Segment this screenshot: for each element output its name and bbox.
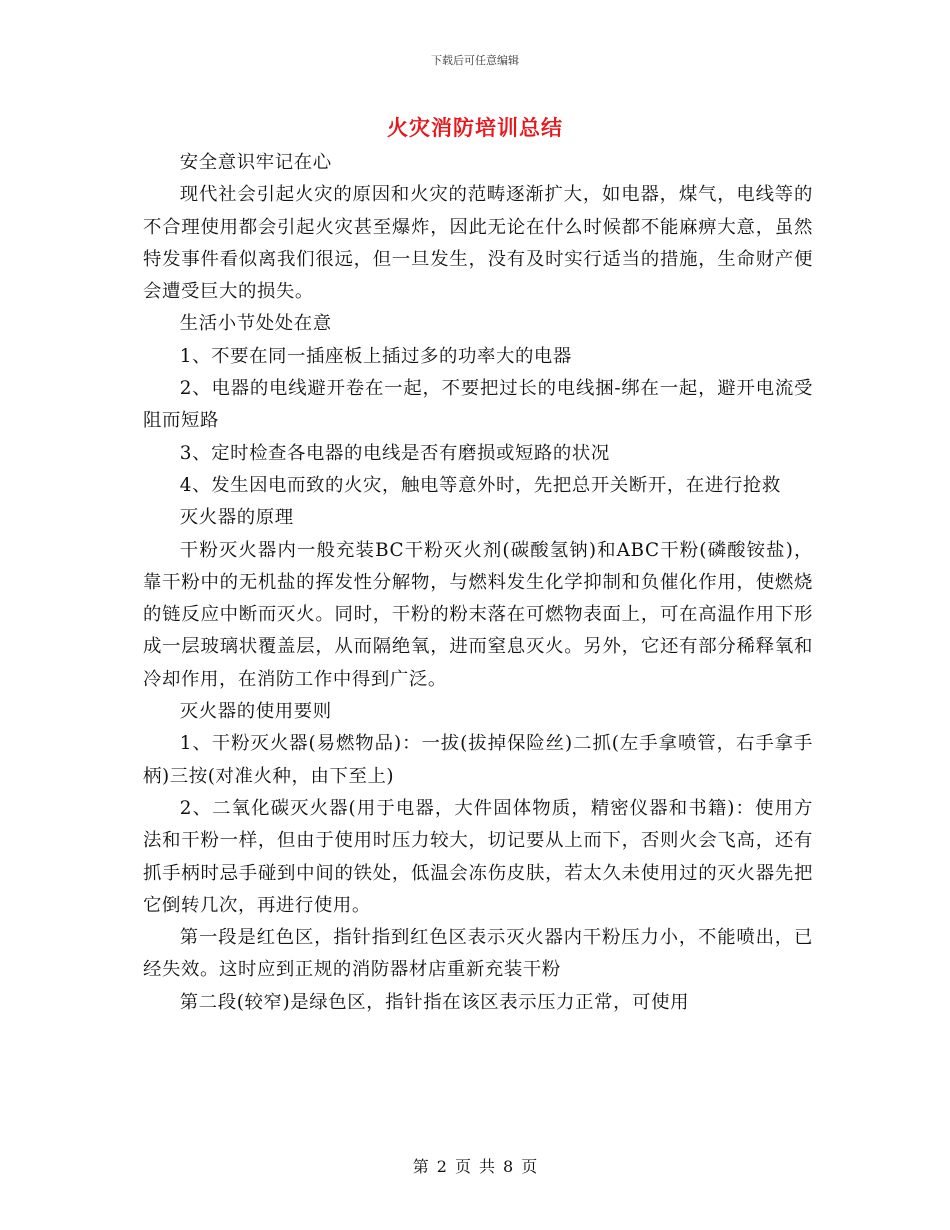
paragraph: 第二段(较窄)是绿色区，指针指在该区表示压力正常，可使用 [179,991,690,1013]
list-item: 2、二氧化碳灭火器(用于电器，大件固体物质，精密仪器和书籍)：使用方法和干粉一样，但由于使用时压力较大，切记要从上而下，否则火会飞高，还有抓手柄时忌手碰到中间的铁处，低温会冻伤皮肤，若太久未使用过的灭火器先把它倒转几次，再进行使用。 [143,797,813,916]
section-heading: 灭火器的原理 [179,507,294,529]
list-item: 1、不要在同一插座板上插过多的功率大的电器 [179,345,572,367]
list-item: 4、发生因电而致的火灾，触电等意外时，先把总开关断开，在进行抢救 [179,474,781,496]
paragraph: 现代社会引起火灾的原因和火灾的范畴逐渐扩大，如电器，煤气，电线等的不合理使用都会引起火灾甚至爆炸，因此无论在什么时候都不能麻痹大意，虽然特发事件看似离我们很远，但一旦发生，没有及时实行适当的措施，生命财产便会遭受巨大的损失。 [143,184,813,303]
section-heading: 生活小节处处在意 [179,313,332,335]
current-page-number: 2 [436,1157,447,1176]
section-heading: 安全意识牢记在心 [179,152,332,173]
document-body [143,147,813,1019]
document-title: 火灾消防培训总结 [387,115,563,140]
page-footer [0,1154,950,1177]
total-pages-number: 8 [503,1157,514,1176]
list-item: 2、电器的电线避开卷在一起，不要把过长的电线捆-绑在一起，避开电流受阻而短路 [143,378,813,432]
paragraph: 第一段是红色区，指针指到红色区表示灭火器内干粉压力小，不能喷出，已经失效。这时应到正规的消防器材店重新充装干粉 [143,927,813,981]
list-item: 3、定时检查各电器的电线是否有磨损或短路的状况 [179,442,610,464]
list-item: 1、干粉灭火器(易燃物品)：一拔(拔掉保险丝)二抓(左手拿喷管，右手拿手柄)三按(对准火种，由下至上) [143,733,813,787]
section-heading: 灭火器的使用要则 [179,701,332,723]
footer-total-word: 共 [479,1157,496,1176]
footer-prefix: 第 [412,1157,429,1176]
footer-suffix: 页 [521,1157,538,1176]
paragraph: 干粉灭火器内一般充装BC干粉灭火剂(碳酸氢钠)和ABC干粉(磷酸铵盐)，靠干粉中的无机盐的挥发性分解物，与燃料发生化学抑制和负催化作用，使燃烧的链反应中断而灭火。同时，干粉的粉末落在可燃物表面上，可在高温作用下形成一层玻璃状覆盖层，从而隔绝氧，进而窒息灭火。另外，它还有部分稀释氧和冷却作用，在消防工作中得到广泛。 [143,539,813,690]
footer-page-word: 页 [454,1157,471,1176]
page-header: 下载后可任意编辑 [431,54,519,67]
